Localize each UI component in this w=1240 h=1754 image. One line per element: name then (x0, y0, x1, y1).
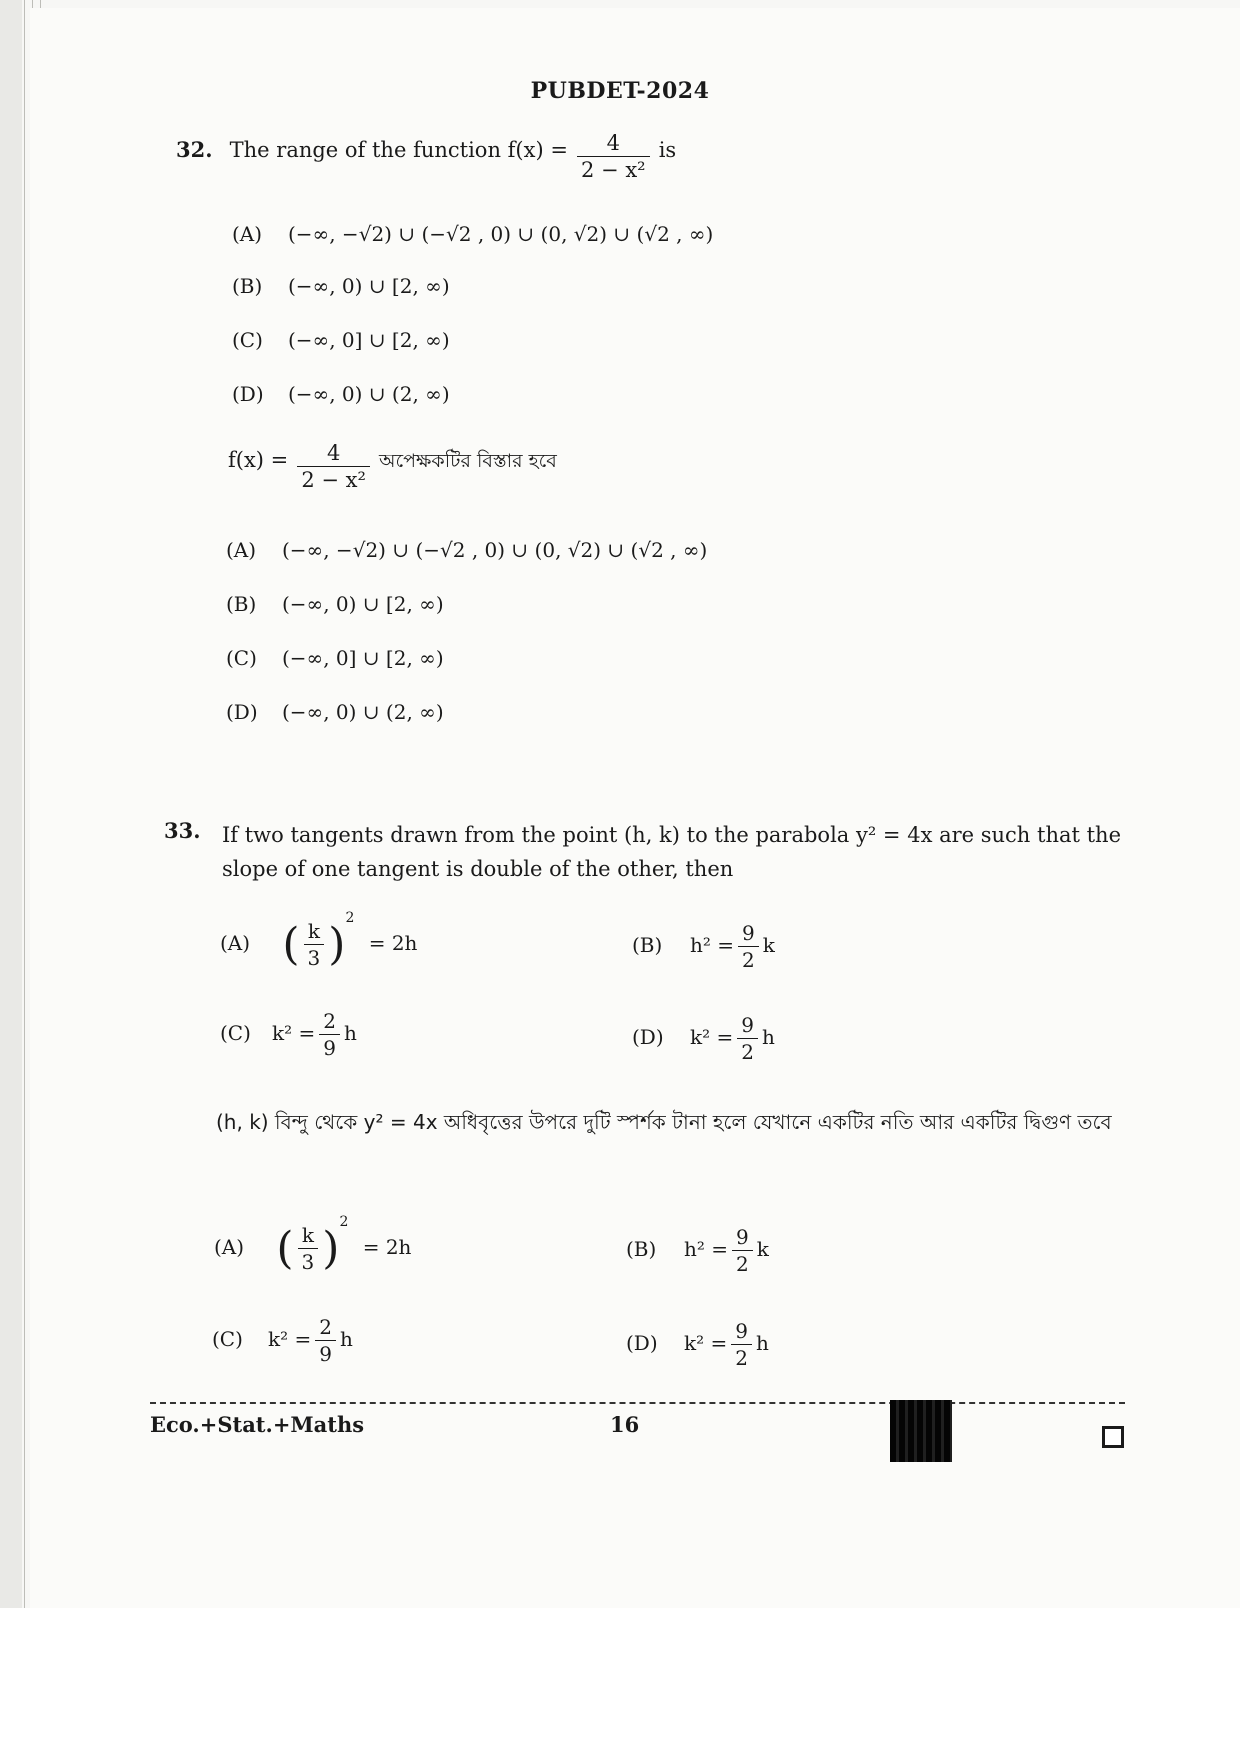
q33-bn-stem: (h, k) বিন্দু থেকে y² = 4x অধিবৃত্তের উপরে দুটি স্পর্শক টানা হলে যেখানে একটির নতি আর একটির দ্বিগুণ তবে (216, 1110, 1112, 1134)
q33-option-a (220, 910, 417, 971)
page-edge (0, 0, 22, 1754)
q33-option-d (632, 1012, 775, 1065)
qr-code-icon (890, 1400, 952, 1462)
q32-bn-option-d (226, 700, 444, 724)
fraction (738, 920, 759, 973)
q33-option-b (632, 920, 775, 973)
q32-bn-stem (228, 440, 557, 493)
exponent: 2 (345, 910, 355, 926)
frac-den: 2 (741, 1040, 754, 1064)
option-lhs: h² = (684, 1237, 729, 1261)
q32-option-b (232, 274, 450, 298)
fraction (732, 1224, 753, 1277)
option-label: (B) (632, 933, 663, 957)
option-rhs: = 2h (368, 931, 418, 955)
q33-bn-option-a (214, 1214, 411, 1275)
frac-den: 9 (319, 1342, 332, 1366)
fraction (304, 918, 325, 971)
fraction (298, 1222, 319, 1275)
q32-bn-option-c (226, 646, 444, 670)
frac-num: k (298, 1222, 319, 1249)
paren-open: ( (276, 1223, 294, 1274)
frac-num: 9 (732, 1224, 753, 1251)
paren-open: ( (282, 919, 300, 970)
q32-fraction (577, 130, 650, 183)
q32-stem-text: The range of the function f(x) = (229, 138, 568, 162)
fraction (319, 1008, 340, 1061)
q32-stem (176, 130, 676, 183)
q32-number: 32. (176, 137, 213, 162)
option-label: (C) (232, 328, 263, 352)
square-marker-icon (1102, 1426, 1124, 1448)
option-label: (A) (232, 222, 263, 246)
option-label: (B) (232, 274, 263, 298)
q32-option-d (232, 382, 450, 406)
option-text: (−∞, 0) ∪ (2, ∞) (282, 700, 444, 724)
option-text: (−∞, 0) ∪ [2, ∞) (282, 592, 444, 616)
option-var: h (756, 1331, 769, 1355)
option-lhs: k² = (684, 1331, 728, 1355)
frac-num: 9 (731, 1318, 752, 1345)
option-lhs: k² = (268, 1327, 312, 1351)
frac-num: k (304, 918, 325, 945)
q32-bn-option-a (226, 538, 707, 562)
option-label: (D) (226, 700, 258, 724)
option-label: (A) (214, 1235, 245, 1259)
option-text: (−∞, 0) ∪ [2, ∞) (288, 274, 450, 298)
option-label: (B) (226, 592, 257, 616)
option-lhs: k² = (272, 1021, 316, 1045)
frac-num: 9 (738, 920, 759, 947)
q33-bn-option-b (626, 1224, 769, 1277)
q32-frac-den: 2 − x² (581, 158, 646, 182)
frac-num: 9 (737, 1012, 758, 1039)
option-label: (C) (226, 646, 257, 670)
footer-divider (150, 1402, 1125, 1406)
option-label: (D) (232, 382, 264, 406)
q32-frac-num: 4 (577, 130, 650, 157)
option-label: (B) (626, 1237, 657, 1261)
option-text: (−∞, −√2) ∪ (−√2 , 0) ∪ (0, √2) ∪ (√2 , ∞) (288, 222, 714, 246)
q32-option-a (232, 222, 713, 246)
q32-bn-suffix: অপেক্ষকটির বিস্তার হবে (379, 450, 557, 472)
frac-den: 3 (301, 1250, 315, 1274)
frac-den: 3 (307, 946, 321, 970)
q32-stem-suffix: is (658, 138, 677, 162)
q32-bn-option-b (226, 592, 444, 616)
option-text: (−∞, 0) ∪ (2, ∞) (288, 382, 450, 406)
page-number: 16 (610, 1412, 640, 1437)
q32-bn-prefix: f(x) = (228, 448, 289, 472)
paren-close: ) (328, 919, 346, 970)
q33-stem-text: If two tangents drawn from the point (h, k) to the parabola y² = 4x are such that the slope of one tangent is double of the other, then (222, 823, 1122, 881)
frac-den: 2 (736, 1252, 749, 1276)
option-label: (C) (220, 1021, 251, 1045)
option-text: (−∞, −√2) ∪ (−√2 , 0) ∪ (0, √2) ∪ (√2 , ∞) (282, 538, 708, 562)
option-label: (A) (220, 931, 251, 955)
option-lhs: h² = (690, 933, 735, 957)
option-label: (D) (626, 1331, 658, 1355)
page-header: PUBDET-2024 (530, 78, 710, 104)
q33-bn-option-d (626, 1318, 769, 1371)
option-var: h (340, 1327, 353, 1351)
fraction (731, 1318, 752, 1371)
frac-num: 2 (315, 1314, 336, 1341)
q32-bn-fraction (297, 440, 370, 493)
option-text: (−∞, 0] ∪ [2, ∞) (282, 646, 444, 670)
option-var: h (344, 1021, 357, 1045)
fraction (737, 1012, 758, 1065)
option-text: (−∞, 0] ∪ [2, ∞) (288, 328, 450, 352)
frac-num: 2 (319, 1008, 340, 1035)
q33-stem (164, 818, 1144, 886)
exponent: 2 (339, 1214, 349, 1230)
q33-number: 33. (164, 818, 201, 843)
q32-option-c (232, 328, 450, 352)
frac-den: 2 (735, 1346, 748, 1370)
footer-subject: Eco.+Stat.+Maths (150, 1412, 365, 1437)
edge-line (24, 0, 25, 1620)
fraction (315, 1314, 336, 1367)
frac-den: 9 (323, 1036, 336, 1060)
option-var: k (762, 933, 775, 957)
q32-bn-frac-den: 2 − x² (301, 468, 366, 492)
paren-close: ) (322, 1223, 340, 1274)
q33-bn-option-c (212, 1314, 353, 1367)
option-rhs: = 2h (362, 1235, 412, 1259)
scan-margin (0, 1608, 1240, 1754)
option-var: h (762, 1025, 775, 1049)
q33-option-c (220, 1008, 357, 1061)
option-label: (A) (226, 538, 257, 562)
frac-den: 2 (742, 948, 755, 972)
option-label: (C) (212, 1327, 243, 1351)
q32-bn-frac-num: 4 (297, 440, 370, 467)
option-label: (D) (632, 1025, 664, 1049)
option-lhs: k² = (690, 1025, 734, 1049)
option-var: k (756, 1237, 769, 1261)
